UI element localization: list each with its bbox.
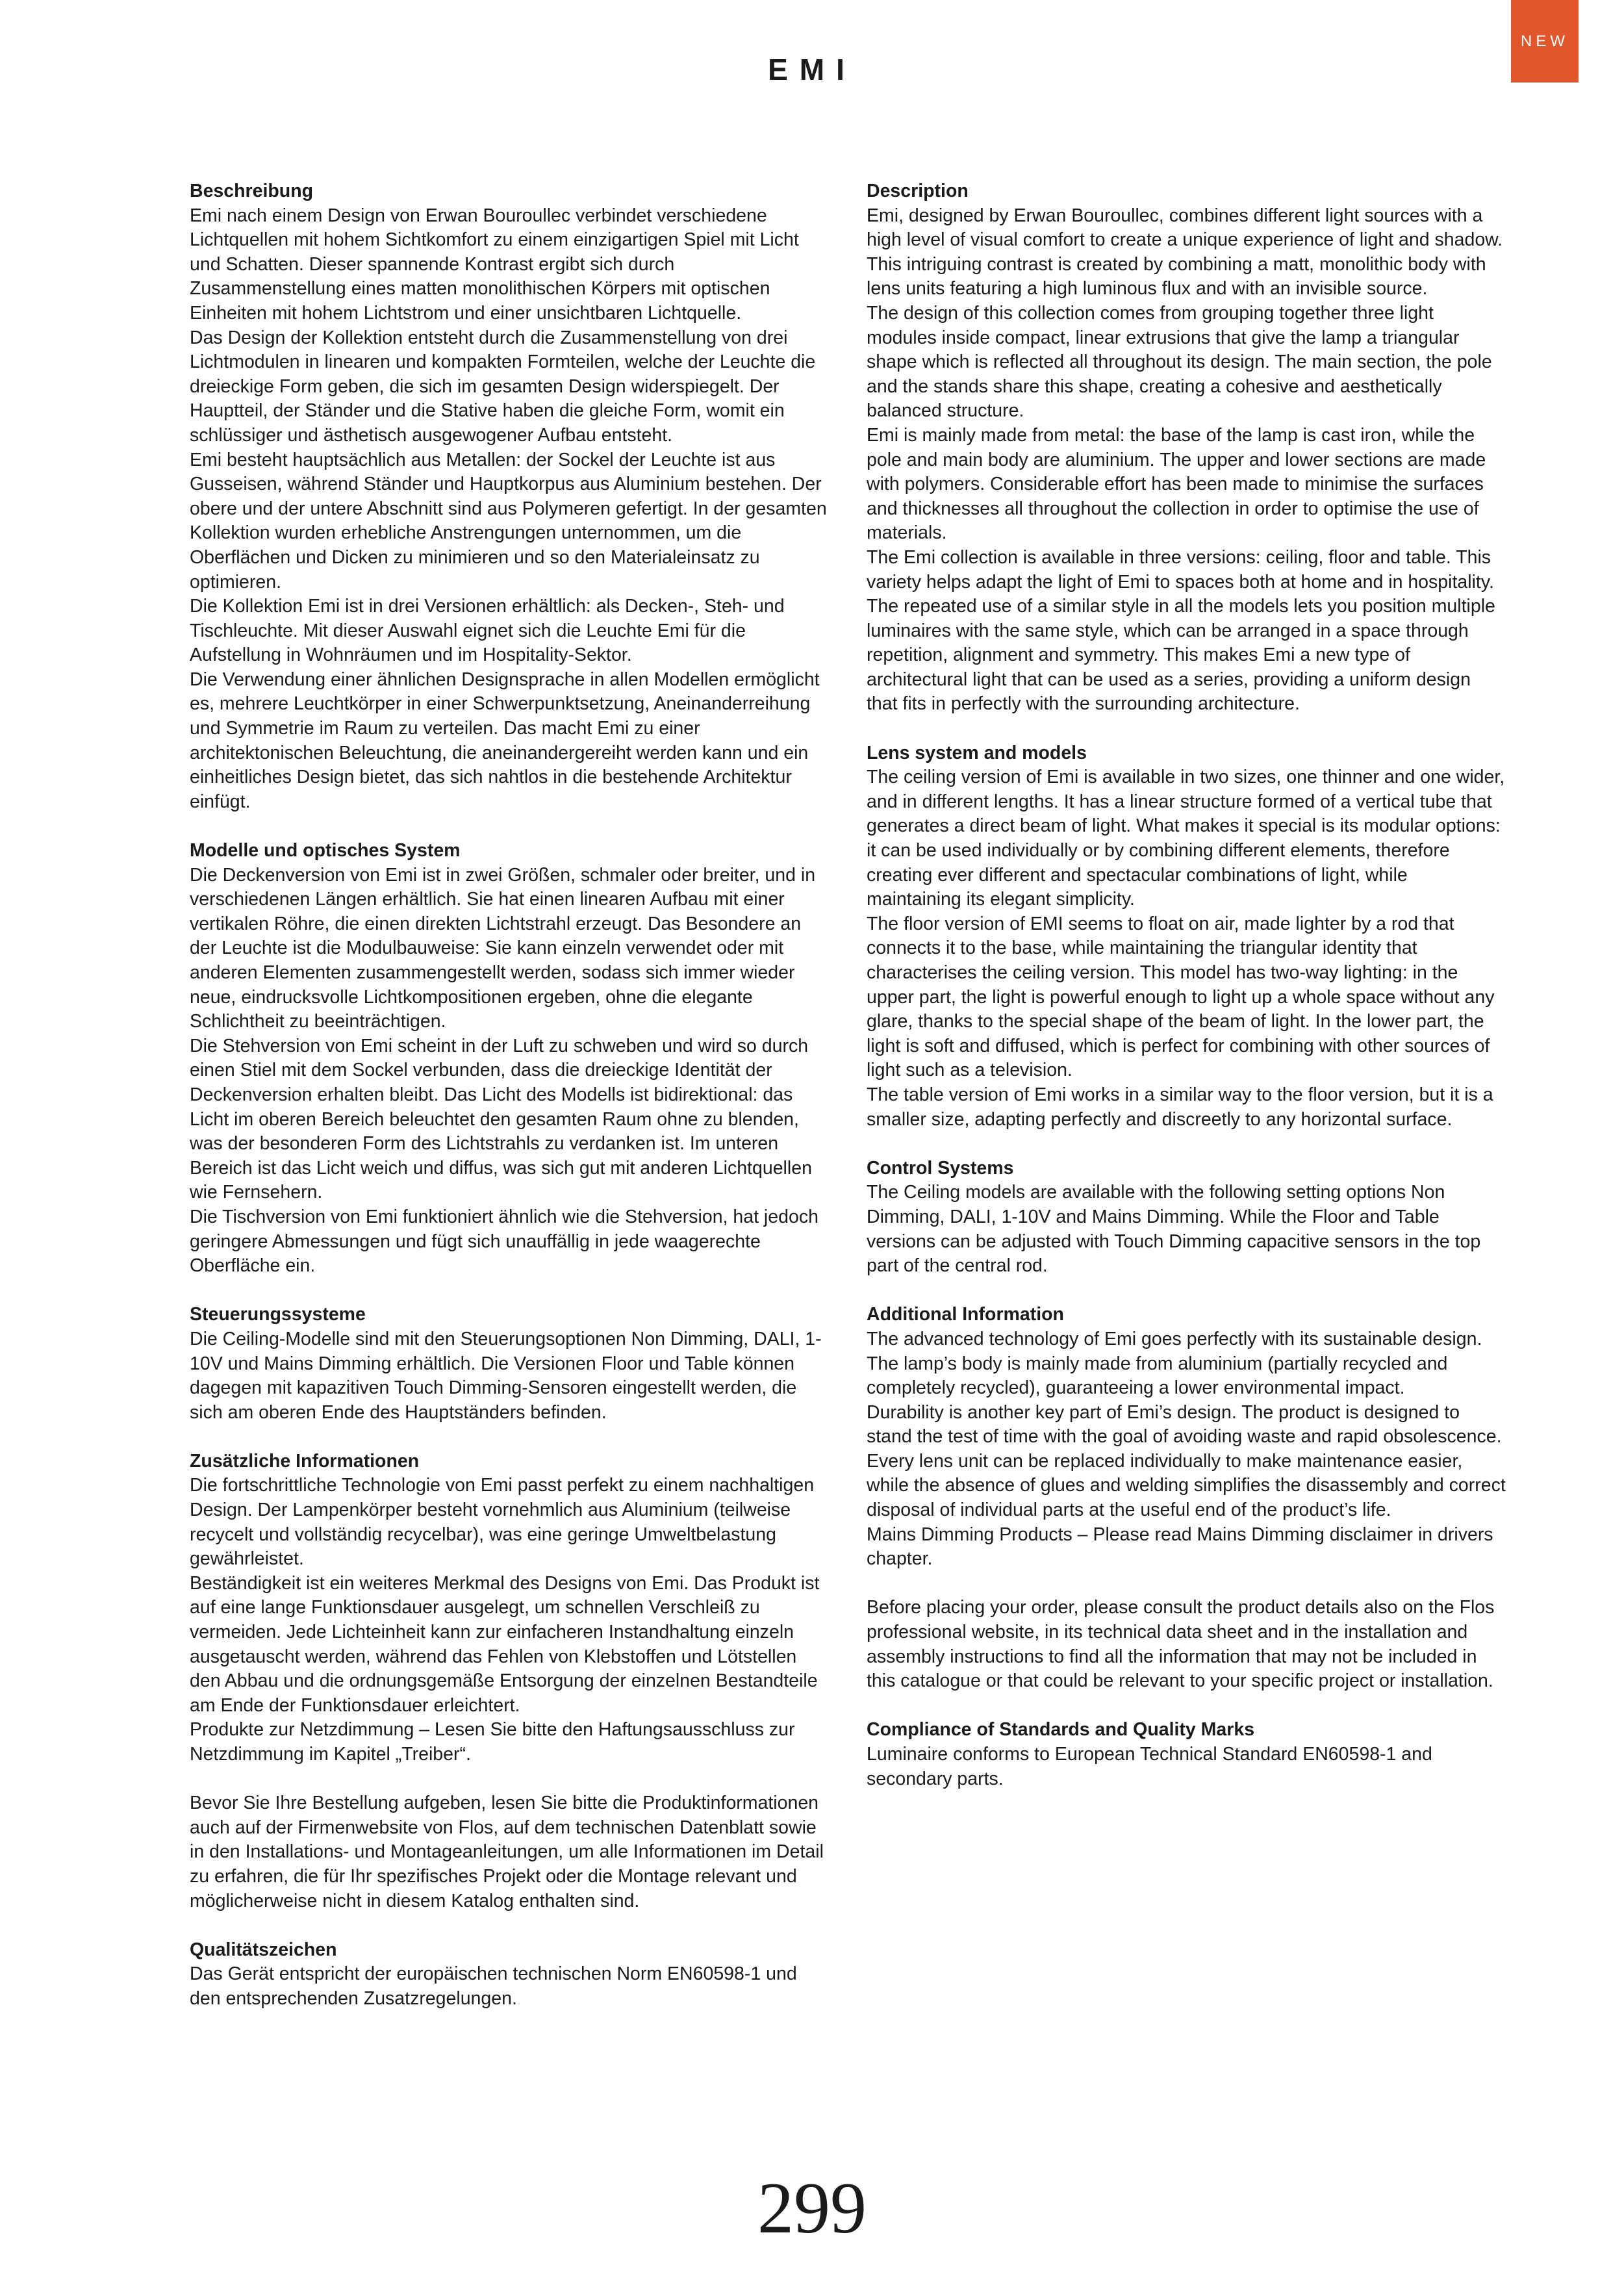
section-paragraph: Bevor Sie Ihre Bestellung aufgeben, lesen Sie bitte die Produktinformationen auch auf der Firmenwebsite von Flos, auf dem technischen Datenblatt sowie in den Installations- und Montageanleitungen, um alle Informationen im Detail zu erfahren, die für Ihr spezifisches Projekt oder die Montage relevant und möglicherweise nicht in diesem Katalog enthalten sind. <box>190 1793 824 1911</box>
section-paragraph: Die fortschrittliche Technologie von Emi passt perfekt zu einem nachhaltigen Design. Der Lampenkörper besteht vornehmlich aus Aluminium (teilweise recycelt und vollständig recycelbar), was eine geringe Umweltbelastung gewährleistet. <box>190 1475 815 1570</box>
english-section <box>867 1156 1506 1279</box>
english-section <box>867 179 1506 717</box>
english-section <box>867 1596 1506 1693</box>
section-paragraph: Die Kollektion Emi ist in drei Versionen erhältlich: als Decken-, Steh- und Tischleuchte. Mit dieser Auswahl eignet sich die Leuchte Emi für die Aufstellung in Wohnräumen und im Hospitality-Sektor. <box>190 596 785 666</box>
german-section <box>190 839 830 1279</box>
section-paragraph: The repeated use of a similar style in all the models lets you position multiple luminaires with the same style, which can be arranged in a space through repetition, alignment and symmetry. This makes Emi a new type of architectural light that can be used as a series, providing a uniform design that fits in perfectly with the surrounding architecture. <box>867 596 1495 715</box>
section-paragraph: Produkte zur Netzdimmung – Lesen Sie bitte den Haftungsausschluss zur Netzdimmung im Kapitel „Treiber“. <box>190 1719 795 1765</box>
section-paragraph: Die Stehversion von Emi scheint in der Luft zu schweben und wird so durch einen Stiel mit dem Sockel verbunden, dass die dreieckige Identität der Deckenversion erhalten bleibt. Das Licht des Modells ist bidirektional: das Licht im oberen Bereich beleuchtet den gesamten Raum ohne zu blenden, was der besonderen Form des Lichtstrahls zu verdanken ist. Im unteren Bereich ist das Licht weich und diffus, was sich gut mit anderen Lichtquellen wie Fernsehern. <box>190 1035 812 1203</box>
section-paragraph: Die Deckenversion von Emi ist in zwei Größen, schmaler oder breiter, und in verschiedenen Längen erhältlich. Sie hat einen linearen Aufbau mit einer vertikalen Röhre, die einen direkten Lichtstrahl erzeugt. Das Besondere an der Leuchte ist die Modulbauweise: Sie kann einzeln verwendet oder mit anderen Elementen zusammengestellt werden, sodass sich immer wieder neue, eindrucksvolle Lichtkompositionen ergeben, ohne die elegante Schlichtheit zu beeinträchtigen. <box>190 864 816 1032</box>
section-paragraph: The design of this collection comes from grouping together three light modules inside compact, linear extrusions that give the lamp a triangular shape which is reflected all throughout its design. The main section, the pole and the stands share this shape, creating a cohesive and aesthetically balanced structure. <box>867 302 1492 422</box>
section-paragraph: Emi, designed by Erwan Bouroullec, combines different light sources with a high level of visual comfort to create a unique experience of light and shadow. This intriguing contrast is created by combining a matt, monolithic body with lens units featuring a high luminous flux and with an invisible source. <box>867 205 1503 300</box>
german-section <box>190 179 830 814</box>
section-heading: Control Systems <box>867 1157 1014 1179</box>
section-paragraph: The table version of Emi works in a similar way to the floor version, but it is a smaller size, adapting perfectly and discreetly to any horizontal surface. <box>867 1084 1493 1130</box>
section-paragraph: Before placing your order, please consult the product details also on the Flos professional website, in its technical data sheet and in the installation and assembly instructions to find all the information that may not be included in this catalogue or that could be relevant to your specific project or installation. <box>867 1597 1495 1692</box>
section-heading: Lens system and models <box>867 742 1087 763</box>
new-badge: NEW <box>1511 0 1579 83</box>
english-section <box>867 1303 1506 1572</box>
section-paragraph: Emi is mainly made from metal: the base of the lamp is cast iron, while the pole and main body are aluminium. The upper and lower sections are made with polymers. Considerable effort has been made to minimise the surfaces and thicknesses all throughout the collection in order to optimise the use of materials. <box>867 424 1486 544</box>
section-heading: Description <box>867 181 969 201</box>
section-paragraph: Beständigkeit ist ein weiteres Merkmal des Designs von Emi. Das Produkt ist auf eine lange Funktionsdauer ausgelegt, um schnellen Verschleiß zu vermeiden. Jede Lichteinheit kann zur einfacheren Instandhaltung einzeln ausgetauscht werden, während das Fehlen von Klebstoffen und Lötstellen den Abbau und die ordnungsgemäße Entsorgung der einzelnen Bestandteile am Ende der Funktionsdauer erleichtert. <box>190 1572 820 1716</box>
page-title: EMI <box>768 53 856 86</box>
section-heading: Modelle und optisches System <box>190 840 461 862</box>
section-heading: Compliance of Standards and Quality Marks <box>867 1719 1255 1741</box>
section-paragraph: Mains Dimming Products – Please read Mains Dimming disclaimer in drivers chapter. <box>867 1524 1493 1570</box>
section-paragraph: The Ceiling models are available with the following setting options Non Dimming, DALI, 1-10V and Mains Dimming. While the Floor and Table versions can be adjusted with Touch Dimming capacitive sensors in the top part of the central rod. <box>867 1182 1481 1277</box>
section-paragraph: Die Verwendung einer ähnlichen Designsprache in allen Modellen ermöglicht es, mehrere Leuchtkörper in einer Schwerpunktsetzung, Aneinanderreihung und Symmetrie im Raum zu verteilen. Das macht Emi zu einer architektonischen Beleuchtung, die aneinandergereiht werden kann und ein einheitliches Design bietet, das sich nahtlos in die bestehende Architektur einfügt. <box>190 669 820 812</box>
section-paragraph: Durability is another key part of Emi’s design. The product is designed to stand the test of time with the goal of avoiding waste and rapid obsolescence. Every lens unit can be replaced individually to make maintenance easier, while the absence of glues and welding simplifies the disassembly and correct disposal of individual parts at the useful end of the product’s life. <box>867 1401 1506 1521</box>
page-number: 299 <box>757 2168 867 2249</box>
german-column <box>190 179 830 2036</box>
english-section <box>867 1718 1506 1791</box>
english-column <box>867 179 1506 1816</box>
section-paragraph: Die Tischversion von Emi funktioniert ähnlich wie die Stehversion, hat jedoch geringere Abmessungen und fügt sich unauffällig in jede waagerechte Oberfläche ein. <box>190 1206 818 1277</box>
german-section <box>190 1303 830 1425</box>
section-paragraph: The advanced technology of Emi goes perfectly with its sustainable design. The lamp’s body is mainly made from aluminium (partially recycled and completely recycled), guaranteeing a lower environmental impact. <box>867 1328 1482 1399</box>
section-paragraph: Das Design der Kollektion entsteht durch die Zusammenstellung von drei Lichtmodulen in linearen und kompakten Formteilen, welche der Leuchte die dreieckige Form geben, die sich im gesamten Design widerspiegelt. Der Hauptteil, der Ständer und die Stative haben die gleiche Form, womit ein schlüssiger und ästhetisch ausgewogener Aufbau entsteht. <box>190 327 816 446</box>
section-heading: Beschreibung <box>190 181 314 201</box>
german-section <box>190 1938 830 2012</box>
section-paragraph: The ceiling version of Emi is available in two sizes, one thinner and one wider, and in different lengths. It has a linear structure formed of a vertical tube that generates a direct beam of light. What makes it special is its modular options: it can be used individually or by combining different elements, therefore creating ever different and spectacular combinations of light, while maintaining its elegant simplicity. <box>867 767 1505 910</box>
section-paragraph: Die Ceiling-Modelle sind mit den Steuerungsoptionen Non Dimming, DALI, 1-10V und Mains Dimming erhältlich. Die Versionen Floor und Table können dagegen mit kapazitiven Touch Dimming-Sensoren eingestellt werden, die sich am oberen Ende des Hauptständers befinden. <box>190 1328 822 1423</box>
section-paragraph: Das Gerät entspricht der europäischen technischen Norm EN60598-1 und den entsprechenden Zusatzregelungen. <box>190 1963 797 2009</box>
section-paragraph: Emi besteht hauptsächlich aus Metallen: der Sockel der Leuchte ist aus Gusseisen, während Ständer und Hauptkorpus aus Aluminium bestehen. Der obere und der untere Abschnitt sind aus Polymeren gefertigt. In der gesamten Kollektion wurden erhebliche Anstrengungen unternommen, um die Oberflächen und Dicken zu minimieren und so den Materialeinsatz zu optimieren. <box>190 449 827 593</box>
section-heading: Zusätzliche Informationen <box>190 1450 420 1472</box>
section-paragraph: Luminaire conforms to European Technical Standard EN60598-1 and secondary parts. <box>867 1744 1432 1789</box>
section-paragraph: The Emi collection is available in three versions: ceiling, floor and table. This variety helps adapt the light of Emi to spaces both at home and in hospitality. <box>867 546 1494 593</box>
german-section <box>190 1450 830 1767</box>
english-section <box>867 741 1506 1132</box>
section-paragraph: The floor version of EMI seems to float on air, made lighter by a rod that connects it to the base, while maintaining the triangular identity that characterises the ceiling version. This model has two-way lighting: in the upper part, the light is powerful enough to light up a whole space without any glare, thanks to the special shape of the beam of light. In the lower part, the light is soft and diffused, which is perfect for combining with other sources of light such as a television. <box>867 913 1495 1081</box>
section-heading: Steuerungssysteme <box>190 1304 366 1325</box>
section-heading: Additional Information <box>867 1304 1064 1325</box>
german-section <box>190 1791 830 1913</box>
section-heading: Qualitätszeichen <box>190 1939 337 1960</box>
section-paragraph: Emi nach einem Design von Erwan Bouroullec verbindet verschiedene Lichtquellen mit hohem Sichtkomfort zu einem einzigartigen Spiel mit Licht und Schatten. Dieser spannende Kontrast ergibt sich durch Zusammenstellung eines matten monolithischen Körpers mit optischen Einheiten mit hohem Lichtstrom und einer unsichtbaren Lichtquelle. <box>190 205 799 324</box>
